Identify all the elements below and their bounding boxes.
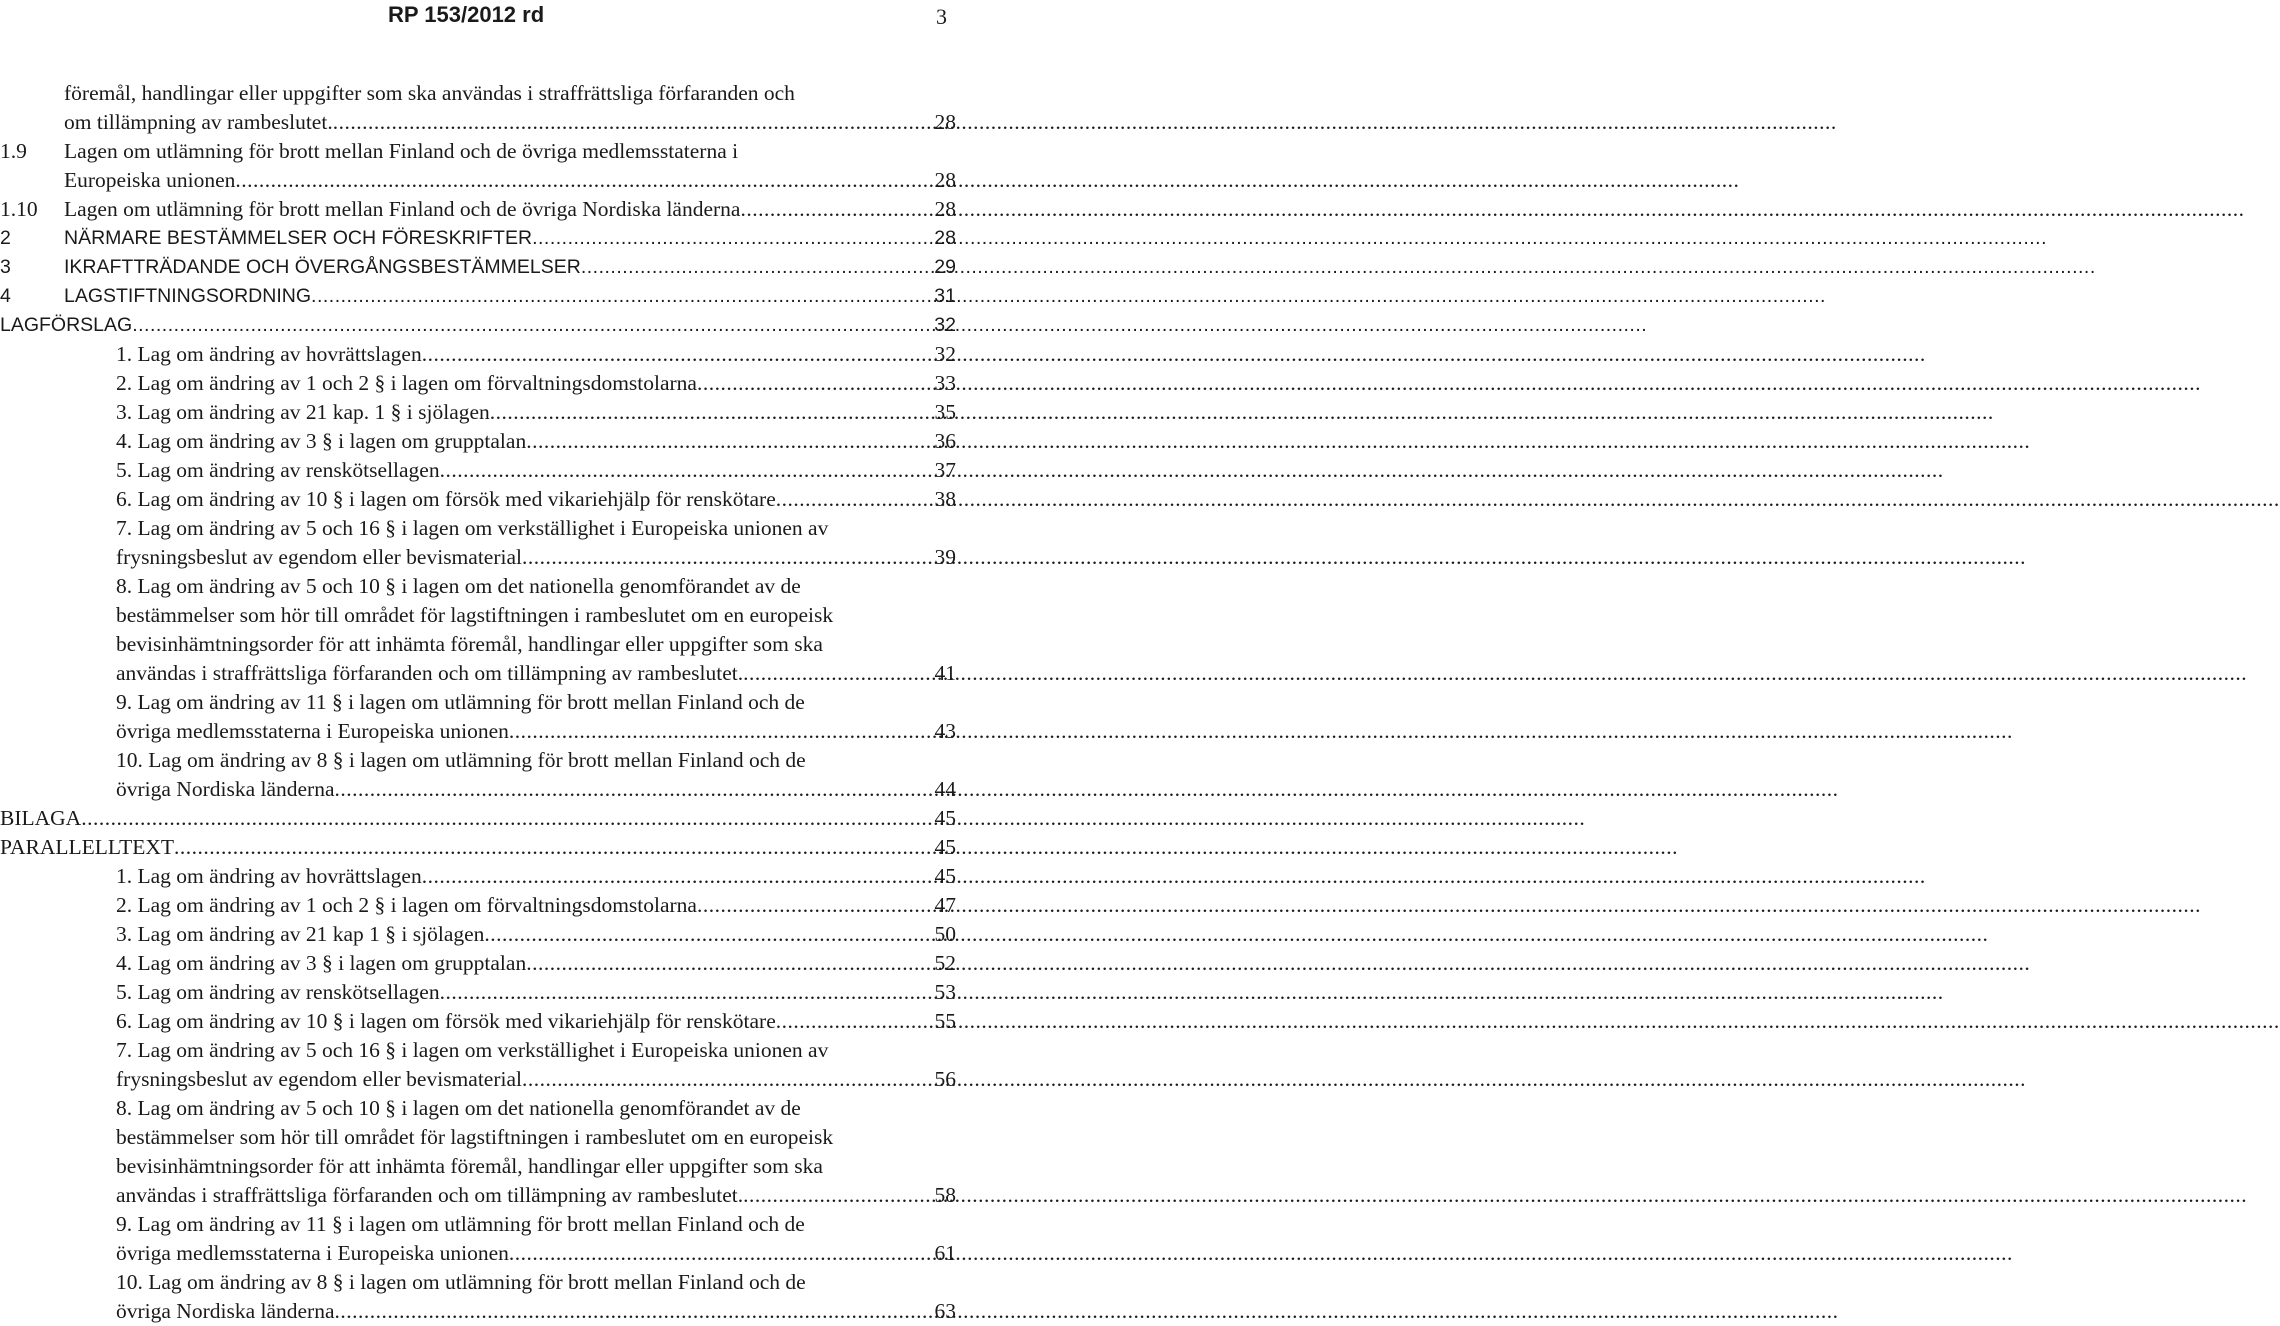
toc-entry-title: övriga Nordiska länderna	[116, 1299, 335, 1323]
toc-entry-body	[116, 543, 956, 572]
toc-entry	[0, 601, 960, 630]
toc-entry-page: 39	[934, 545, 956, 569]
toc-entry-title: 2. Lag om ändring av 1 och 2 § i lagen om förvaltningsdomstolarna	[116, 893, 697, 917]
toc-entry-page: 45	[934, 806, 956, 830]
toc-entry-body	[116, 427, 956, 456]
toc-entry-title: LAGSTIFTNINGSORDNING	[64, 285, 312, 307]
toc-entry	[0, 427, 960, 456]
toc-entry	[0, 1036, 960, 1065]
toc-dot-leader	[697, 369, 935, 398]
toc-entry	[0, 1094, 960, 1123]
toc-entry-page: 45	[934, 835, 956, 859]
toc-entry-title: övriga medlemsstaterna i Europeiska unionen	[116, 1241, 509, 1265]
toc-entry	[0, 224, 960, 253]
toc-entry-body	[64, 137, 956, 166]
toc-entry-body	[116, 978, 956, 1007]
toc-entry-body	[116, 1094, 956, 1123]
toc-entry-title: 8. Lag om ändring av 5 och 10 § i lagen om det nationella genomförandet av de	[116, 574, 801, 598]
toc-entry	[0, 108, 960, 137]
toc-entry-title: bevisinhämtningsorder för att inhämta föremål, handlingar eller uppgifter som ska	[116, 1154, 823, 1178]
toc-dot-leader	[526, 949, 934, 978]
toc-entry-title: 9. Lag om ändring av 11 § i lagen om utlämning för brott mellan Finland och de	[116, 1212, 805, 1236]
toc-entry	[0, 891, 960, 920]
toc-entry	[0, 1239, 960, 1268]
toc-entry-body	[116, 1152, 956, 1181]
toc-entry	[0, 978, 960, 1007]
toc-entry-number: 1.9	[0, 139, 27, 163]
toc-entry-title: bevisinhämtningsorder för att inhämta föremål, handlingar eller uppgifter som ska	[116, 632, 823, 656]
toc-entry-body	[64, 224, 956, 253]
toc-entry-body	[64, 166, 956, 195]
toc-entry-page: 55	[934, 1009, 956, 1033]
toc-entry-body	[116, 746, 956, 775]
toc-dot-leader	[522, 1065, 935, 1094]
toc-entry-page: 56	[934, 1067, 956, 1091]
toc-entry-page: 50	[934, 922, 956, 946]
toc-entry-page: 38	[934, 487, 956, 511]
toc-entry-title: 9. Lag om ändring av 11 § i lagen om utlämning för brott mellan Finland och de	[116, 690, 805, 714]
toc-entry-title: 4. Lag om ändring av 3 § i lagen om grupptalan	[116, 429, 527, 453]
toc-entry-title: 4. Lag om ändring av 3 § i lagen om grupptalan	[116, 951, 527, 975]
toc-entry-page: 32	[934, 342, 956, 366]
toc-entry-title: IKRAFTTRÄDANDE OCH ÖVERGÅNGSBESTÄMMELSER	[64, 256, 581, 278]
toc-entry	[0, 1210, 960, 1239]
document-page	[0, 0, 960, 1323]
toc-entry	[0, 282, 960, 311]
toc-entry-body	[116, 340, 956, 369]
toc-entry	[0, 543, 960, 572]
toc-entry-body	[116, 601, 956, 630]
toc-dot-leader	[422, 862, 935, 891]
toc-entry-page: 45	[934, 864, 956, 888]
toc-dot-leader	[484, 920, 934, 949]
toc-entry-page: 28	[934, 197, 956, 221]
toc-entry-body	[116, 630, 956, 659]
toc-entry-title: 5. Lag om ändring av renskötsellagen	[116, 458, 440, 482]
toc-entry-number: 3	[0, 256, 11, 278]
toc-entry-title: föremål, handlingar eller uppgifter som ska användas i straffrättsliga förfaranden och	[64, 81, 795, 105]
toc-entry-body	[116, 659, 956, 688]
toc-entry-body	[116, 891, 956, 920]
toc-entry-body	[116, 862, 956, 891]
toc-entry-title: 3. Lag om ändring av 21 kap 1 § i sjölagen	[116, 922, 485, 946]
toc-entry	[0, 311, 960, 340]
toc-entry-title: 6. Lag om ändring av 10 § i lagen om försök med vikariehjälp för renskötare	[116, 1009, 776, 1033]
toc-entry-title: övriga Nordiska länderna	[116, 777, 335, 801]
toc-entry-title: Lagen om utlämning för brott mellan Finland och de övriga medlemsstaterna i	[64, 139, 739, 163]
toc-entry-title: Europeiska unionen	[64, 168, 236, 192]
toc-entry-title: frysningsbeslut av egendom eller bevismaterial	[116, 1067, 522, 1091]
toc-dot-leader	[740, 195, 934, 224]
toc-dot-leader	[335, 1297, 935, 1326]
toc-entry	[0, 514, 960, 543]
toc-entry-title: 1. Lag om ändring av hovrättslagen	[116, 342, 422, 366]
toc-dot-leader	[532, 224, 934, 253]
toc-entry-body	[64, 195, 956, 224]
toc-dot-leader	[235, 166, 934, 195]
toc-entry-title: 1. Lag om ändring av hovrättslagen	[116, 864, 422, 888]
toc-entry-title: 3. Lag om ändring av 21 kap. 1 § i sjölagen	[116, 400, 490, 424]
toc-entry-body	[116, 485, 956, 514]
toc-entry	[0, 572, 960, 601]
toc-dot-leader	[333, 108, 935, 137]
toc-entry-number: 1.10	[0, 197, 38, 221]
toc-dot-leader	[522, 543, 935, 572]
toc-entry	[0, 166, 960, 195]
toc-entry	[0, 1268, 960, 1297]
toc-dot-leader	[743, 1181, 934, 1210]
toc-entry-title: Lagen om utlämning för brott mellan Finland och de övriga Nordiska länderna	[64, 197, 741, 221]
toc-entry	[0, 630, 960, 659]
toc-dot-leader	[132, 311, 934, 340]
toc-entry	[0, 688, 960, 717]
toc-entry	[0, 1297, 960, 1326]
toc-entry-page: 52	[934, 951, 956, 975]
toc-entry-body	[116, 688, 956, 717]
toc-dot-leader	[776, 1007, 935, 1036]
toc-dot-leader	[440, 456, 935, 485]
toc-entry	[0, 659, 960, 688]
toc-entry-body	[116, 1007, 956, 1036]
toc-entry-title: 10. Lag om ändring av 8 § i lagen om utlämning för brott mellan Finland och de	[116, 748, 806, 772]
toc-entry-body	[116, 1210, 956, 1239]
toc-entry-title: 2. Lag om ändring av 1 och 2 § i lagen om förvaltningsdomstolarna	[116, 371, 697, 395]
toc-entry	[0, 79, 960, 108]
toc-entry-title: NÄRMARE BESTÄMMELSER OCH FÖRESKRIFTER	[64, 227, 533, 249]
toc-entry-body	[116, 398, 956, 427]
toc-entry-title: PARALLELLTEXT	[0, 835, 174, 859]
toc-entry-page: 53	[934, 980, 956, 1004]
toc-entry-body	[116, 1065, 956, 1094]
toc-entry-body	[116, 1297, 956, 1326]
toc-entry-page: 58	[934, 1183, 956, 1207]
toc-entry-page: 32	[934, 314, 956, 336]
toc-entry-body	[64, 282, 956, 311]
toc-entry-title: 5. Lag om ändring av renskötsellagen	[116, 980, 440, 1004]
toc-entry	[0, 746, 960, 775]
toc-dot-leader	[581, 253, 934, 282]
toc-entry-page: 35	[934, 400, 956, 424]
toc-entry	[0, 1181, 960, 1210]
toc-entry-page: 28	[934, 110, 956, 134]
toc-dot-leader	[335, 775, 935, 804]
toc-entry	[0, 485, 960, 514]
toc-entry-page: 61	[934, 1241, 956, 1265]
toc-dot-leader	[422, 340, 935, 369]
toc-entry-title: 7. Lag om ändring av 5 och 16 § i lagen om verkställighet i Europeiska unionen av	[116, 516, 829, 540]
toc-entry-page: 47	[934, 893, 956, 917]
toc-dot-leader	[697, 891, 935, 920]
toc-entry	[0, 1007, 960, 1036]
toc-dot-leader	[776, 485, 935, 514]
toc-entry-body	[64, 79, 956, 108]
toc-entry	[0, 717, 960, 746]
toc-entry-body	[116, 456, 956, 485]
toc-entry-body	[116, 920, 956, 949]
toc-entry-body	[116, 369, 956, 398]
toc-entry-title: BILAGA	[0, 806, 82, 830]
toc-entry	[0, 804, 960, 833]
toc-entry	[0, 775, 960, 804]
toc-entry	[0, 369, 960, 398]
toc-entry-title: frysningsbeslut av egendom eller bevismaterial	[116, 545, 522, 569]
toc-entry-body	[116, 949, 956, 978]
toc-entry-body	[116, 775, 956, 804]
toc-entry-page: 41	[934, 661, 956, 685]
toc-entry-body	[64, 253, 956, 282]
table-of-contents	[0, 79, 960, 1326]
document-id: RP 153/2012 rd	[388, 2, 545, 27]
toc-entry	[0, 253, 960, 282]
toc-entry	[0, 1152, 960, 1181]
toc-entry-title: bestämmelser som hör till området för lagstiftningen i rambeslutet om en europeisk	[116, 603, 834, 627]
toc-entry-body	[116, 1239, 956, 1268]
toc-entry-page: 28	[934, 168, 956, 192]
toc-entry-body	[116, 514, 956, 543]
toc-entry-body	[116, 717, 956, 746]
toc-dot-leader	[174, 833, 935, 862]
page-header	[0, 0, 960, 36]
toc-entry	[0, 456, 960, 485]
toc-entry-body	[116, 1268, 956, 1297]
toc-entry-title: om tillämpning av rambeslutet.	[64, 110, 333, 134]
toc-entry-page: 37	[934, 458, 956, 482]
toc-dot-leader	[509, 717, 935, 746]
toc-entry-page: 43	[934, 719, 956, 743]
toc-entry-body	[0, 804, 956, 833]
page-number: 3	[936, 4, 947, 29]
toc-entry-number: 2	[0, 227, 11, 249]
toc-entry-body	[116, 572, 956, 601]
toc-entry-body	[116, 1181, 956, 1210]
toc-dot-leader	[509, 1239, 935, 1268]
toc-entry-page: 31	[934, 285, 956, 307]
toc-entry-body	[116, 1036, 956, 1065]
toc-entry	[0, 1123, 960, 1152]
toc-entry	[0, 862, 960, 891]
toc-entry-title: övriga medlemsstaterna i Europeiska unionen	[116, 719, 509, 743]
toc-entry-title: LAGFÖRSLAG	[0, 314, 133, 336]
toc-entry	[0, 949, 960, 978]
toc-entry-title: 8. Lag om ändring av 5 och 10 § i lagen om det nationella genomförandet av de	[116, 1096, 801, 1120]
toc-entry-title: 6. Lag om ändring av 10 § i lagen om försök med vikariehjälp för renskötare	[116, 487, 776, 511]
toc-dot-leader	[526, 427, 934, 456]
toc-entry	[0, 195, 960, 224]
toc-entry-body	[116, 1123, 956, 1152]
toc-entry-title: bestämmelser som hör till området för lagstiftningen i rambeslutet om en europeisk	[116, 1125, 834, 1149]
toc-entry-page: 36	[934, 429, 956, 453]
toc-entry	[0, 340, 960, 369]
toc-entry-body	[64, 108, 956, 137]
toc-entry-title: 10. Lag om ändring av 8 § i lagen om utlämning för brott mellan Finland och de	[116, 1270, 806, 1294]
toc-entry-body	[0, 311, 956, 340]
toc-entry-title: användas i straffrättsliga förfaranden och om tillämpning av rambeslutet.	[116, 661, 744, 685]
toc-dot-leader	[440, 978, 935, 1007]
toc-dot-leader	[81, 804, 934, 833]
toc-entry	[0, 1065, 960, 1094]
toc-entry	[0, 920, 960, 949]
toc-entry-page: 63	[934, 1299, 956, 1323]
toc-entry-page: 28	[934, 227, 956, 249]
toc-dot-leader	[743, 659, 934, 688]
toc-entry	[0, 398, 960, 427]
toc-entry-body	[0, 833, 956, 862]
toc-entry-page: 44	[934, 777, 956, 801]
toc-entry-title: 7. Lag om ändring av 5 och 16 § i lagen om verkställighet i Europeiska unionen av	[116, 1038, 829, 1062]
toc-entry-title: användas i straffrättsliga förfaranden och om tillämpning av rambeslutet.	[116, 1183, 744, 1207]
toc-dot-leader	[311, 282, 934, 311]
toc-entry-number: 4	[0, 285, 11, 307]
toc-entry-page: 33	[934, 371, 956, 395]
toc-entry-page: 29	[934, 256, 956, 278]
toc-entry	[0, 137, 960, 166]
toc-dot-leader	[490, 398, 935, 427]
toc-entry	[0, 833, 960, 862]
